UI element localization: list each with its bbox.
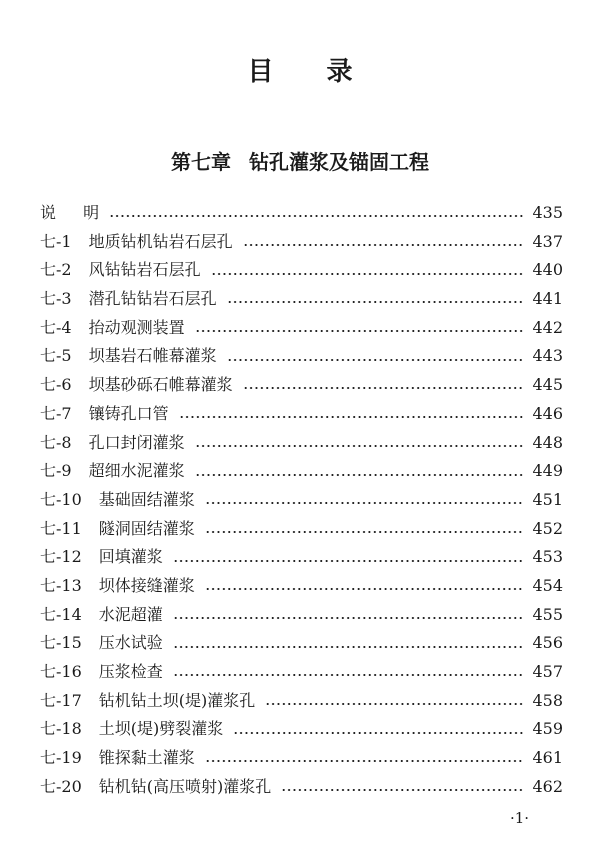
toc-section-code: 七-10 [40,489,82,509]
toc-row[interactable] [40,572,563,601]
page-title: 目 录 [247,57,353,87]
toc-section-title: 压浆检查 [98,662,163,681]
toc-row-intro[interactable] [40,199,563,228]
chapter-heading [0,148,600,176]
toc-page-number: 443 [532,346,563,366]
toc-section-code: 七-8 [40,432,72,452]
toc-row[interactable] [40,342,563,371]
toc-section-title: 超细水泥灌浆 [88,461,185,481]
toc-page-number: 446 [532,403,563,423]
dot-leader [173,645,525,649]
toc-section-title: 压水试验 [98,633,163,653]
dot-leader [179,415,525,419]
dot-leader [205,587,525,591]
toc-section-code: 七-12 [40,547,82,567]
toc-page-number: 454 [532,575,563,595]
dot-leader [173,673,525,677]
toc-section-code: 七-4 [40,317,72,337]
toc-section-title: 基础固结灌浆 [98,489,195,509]
toc-section-title: 风钻钻岩石层孔 [88,260,201,280]
toc-page-number: 455 [532,604,563,624]
toc-page-number: 441 [532,289,563,309]
dot-leader [205,501,525,505]
toc-section-title: 锥探黏土灌浆 [98,748,195,768]
toc-section-title: 坝基岩石帷幕灌浆 [88,346,217,366]
toc-row[interactable] [40,658,563,687]
toc-page-number: 461 [532,748,563,768]
toc-section-code: 七-16 [40,662,82,681]
dot-leader [205,759,525,763]
toc-row[interactable] [40,314,563,343]
toc-section-title: 抬动观测装置 [88,317,185,337]
dot-leader [173,616,525,620]
toc-page-number: 435 [532,203,563,222]
toc-section-code: 七-11 [40,518,82,538]
toc-page-number: 453 [532,547,563,567]
toc-page-number: 440 [532,260,563,280]
toc-section-code: 七-3 [40,289,72,309]
toc-page-number: 459 [532,719,563,739]
toc-section-code: 七-1 [40,231,72,251]
toc-section-code: 七-19 [40,748,82,768]
toc-section-title: 镶铸孔口管 [88,403,169,423]
dot-leader [265,702,524,706]
toc-row[interactable] [40,773,563,802]
toc-row[interactable] [40,400,563,429]
toc-section-title: 钻机钻(高压喷射)灌浆孔 [98,776,272,796]
chapter-title: 钻孔灌浆及锚固工程 [249,150,429,174]
toc-page-number: 452 [532,518,563,538]
toc-page-number: 451 [532,489,563,509]
toc-section-code: 七-2 [40,260,72,280]
toc-page-number: 448 [532,432,563,452]
dot-leader [233,731,524,735]
page-footer-number: ·1· [510,809,530,827]
toc-page-number: 458 [532,690,563,710]
toc-row[interactable] [40,744,563,773]
toc-section-title: 坝基砂砾石帷幕灌浆 [88,375,233,395]
toc-page-number: 442 [532,317,563,337]
toc-section-code: 七-14 [40,604,82,624]
toc-intro-label: 说 明 [40,203,100,222]
toc-section-title: 土坝(堤)劈裂灌浆 [98,719,224,739]
toc-section-code: 七-5 [40,346,72,366]
toc-page-number: 449 [532,461,563,481]
toc-section-code: 七-13 [40,575,82,595]
dot-leader [243,386,525,390]
toc-row[interactable] [40,486,563,515]
toc-section-code: 七-7 [40,403,72,423]
dot-leader [227,358,525,362]
toc-page-number: 457 [532,662,563,681]
toc-page-number: 462 [532,776,563,796]
toc-page-number: 437 [532,231,563,251]
dot-leader [195,473,525,477]
toc-section-title: 钻机钻土坝(堤)灌浆孔 [98,690,256,710]
toc-section-code: 七-9 [40,461,72,481]
toc-section-title: 隧洞固结灌浆 [98,518,195,538]
toc-page-number: 445 [532,375,563,395]
toc-section-code: 七-18 [40,719,82,739]
toc-section-title: 孔口封闭灌浆 [88,432,185,452]
toc-row[interactable] [40,285,563,314]
toc-row[interactable] [40,601,563,630]
dot-leader [281,788,524,792]
dot-leader [195,329,525,333]
dot-leader [243,243,525,247]
toc-row[interactable] [40,687,563,716]
toc-section-code: 七-20 [40,776,82,796]
table-of-contents [40,199,563,801]
toc-row[interactable] [40,256,563,285]
dot-leader [195,444,525,448]
toc-section-code: 七-6 [40,375,72,395]
dot-leader [173,559,525,563]
toc-section-title: 潜孔钻钻岩石层孔 [88,289,217,309]
dot-leader [109,214,524,218]
toc-row[interactable] [40,715,563,744]
toc-section-code: 七-15 [40,633,82,653]
toc-section-title: 地质钻机钻岩石层孔 [88,231,233,251]
toc-section-code: 七-17 [40,690,82,710]
toc-section-title: 坝体接缝灌浆 [98,575,195,595]
toc-row[interactable] [40,543,563,572]
toc-row[interactable] [40,515,563,544]
toc-row[interactable] [40,457,563,486]
dot-leader [211,272,525,276]
dot-leader [227,300,525,304]
toc-row[interactable] [40,429,563,458]
toc-row[interactable] [40,371,563,400]
chapter-number: 第七章 [171,150,231,174]
toc-entry-list [40,228,563,802]
toc-row[interactable] [40,228,563,257]
toc-row[interactable] [40,629,563,658]
toc-page-number: 456 [532,633,563,653]
toc-section-title: 水泥超灌 [98,604,163,624]
dot-leader [205,530,525,534]
toc-section-title: 回填灌浆 [98,547,163,567]
